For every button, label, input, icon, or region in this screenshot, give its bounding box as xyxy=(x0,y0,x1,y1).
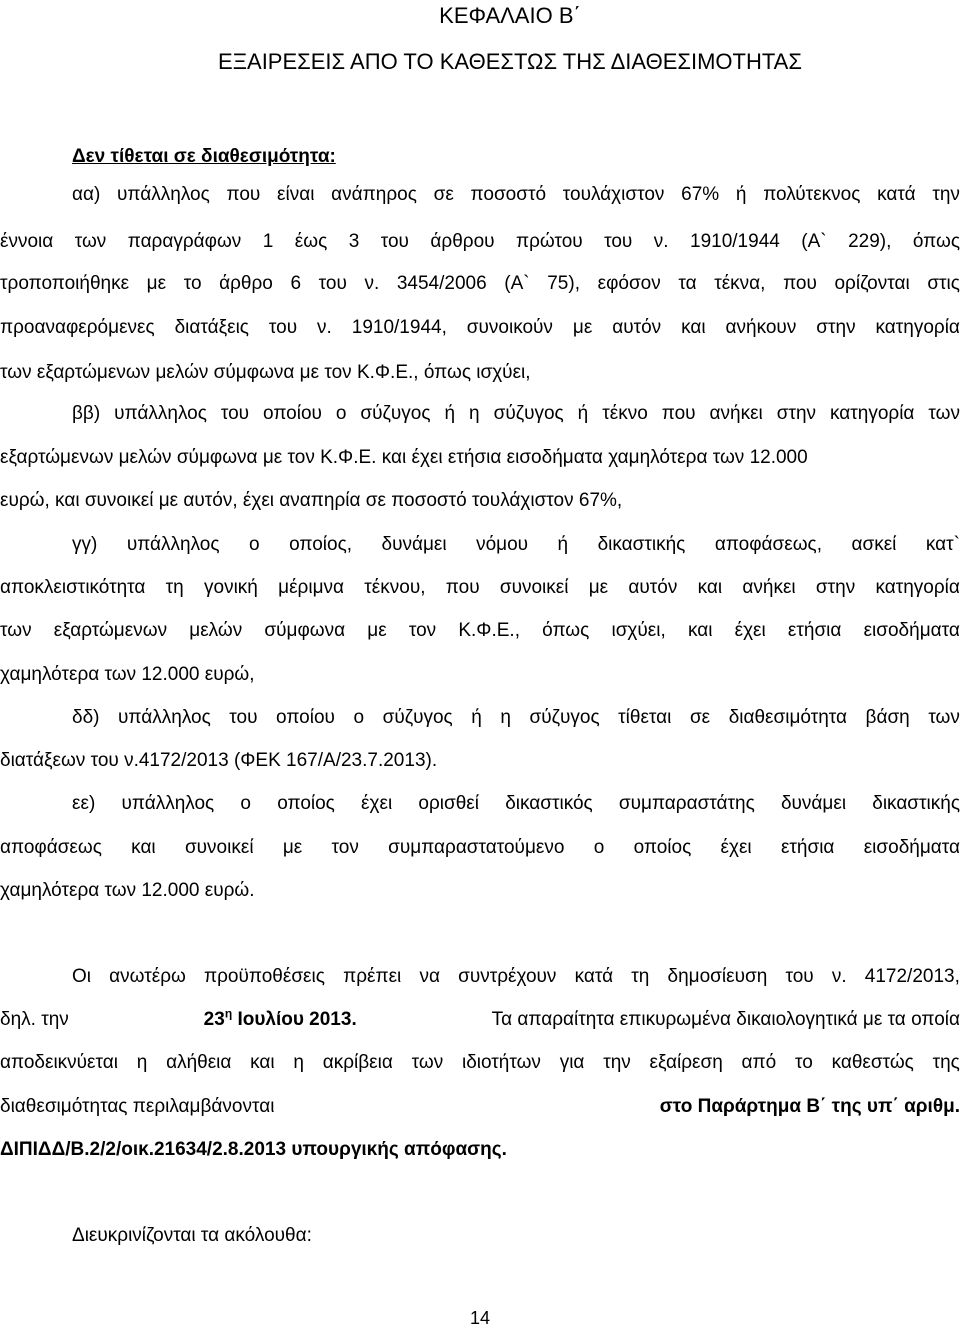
word: συμπαραστατούμενο xyxy=(388,837,565,858)
word: (Α` xyxy=(801,231,827,252)
word: ν. xyxy=(653,231,669,252)
word: δδ) xyxy=(72,707,100,728)
word: τέκνου, xyxy=(364,577,426,598)
word: με xyxy=(146,273,167,294)
word: που xyxy=(226,184,261,205)
word: έχει xyxy=(361,793,393,814)
word: ετήσια xyxy=(787,620,842,641)
word: τέκνο xyxy=(602,403,648,424)
word: ο xyxy=(249,534,260,555)
chapter-title: ΚΕΦΑΛΑΙΟ Β΄ xyxy=(439,3,581,28)
word: τουλάχιστον xyxy=(562,184,665,205)
word: Οι xyxy=(72,966,91,987)
word: υπάλληλος xyxy=(118,707,211,728)
word: η xyxy=(293,1052,304,1073)
word: ή xyxy=(471,707,482,728)
word: 229), xyxy=(848,231,892,252)
paragraph-line xyxy=(0,965,960,989)
paragraph-line xyxy=(0,576,960,600)
word: οποίος xyxy=(633,837,692,858)
word: σύζυγος xyxy=(529,707,600,728)
word: την xyxy=(932,184,960,205)
word: του xyxy=(380,231,409,252)
word: 1910/1944, xyxy=(351,317,447,338)
word: 67% xyxy=(681,184,720,205)
word: Κ.Φ.Ε., xyxy=(458,620,520,641)
word: ο xyxy=(335,403,347,424)
word: το xyxy=(794,1052,813,1073)
word: υπάλληλος xyxy=(114,403,207,424)
word: σύζυγος xyxy=(382,707,453,728)
date-sup: η xyxy=(224,1006,233,1021)
word: ανωτέρω xyxy=(109,966,186,987)
word: στην xyxy=(815,577,856,598)
word: καθεστώς xyxy=(831,1052,914,1073)
paragraph-line xyxy=(0,792,960,816)
word: να xyxy=(419,966,440,987)
word: τροποποιήθηκε xyxy=(0,273,130,294)
word: τη xyxy=(631,966,650,987)
word: εφόσον xyxy=(597,273,661,294)
word: όπως xyxy=(542,620,590,641)
word: σύζυγος xyxy=(493,403,564,424)
word: γγ) xyxy=(72,534,98,555)
word: η xyxy=(136,1052,148,1073)
word: συμπαραστάτης xyxy=(618,793,755,814)
word: του xyxy=(220,403,250,424)
paragraph-line: χαμηλότερα των 12.000 ευρώ, xyxy=(0,664,255,685)
word: σε xyxy=(433,184,454,205)
word: ν. xyxy=(317,317,332,338)
word: του xyxy=(229,707,258,728)
word: που xyxy=(661,403,696,424)
word: μελών xyxy=(189,620,243,641)
word: μέριμνα xyxy=(278,577,345,598)
word: με xyxy=(588,577,609,598)
text-fragment: δηλ. την xyxy=(0,1009,69,1030)
word: διατάξεις xyxy=(174,317,249,338)
paragraph-line: εξαρτώμενων μελών σύμφωνα με τον Κ.Φ.Ε. και έχει ετήσια εισοδήματα χαμηλότερα των 12.000 xyxy=(0,447,808,468)
word: στην xyxy=(776,403,817,424)
word: της xyxy=(932,1052,960,1073)
word: όπως xyxy=(912,231,960,252)
word: αλήθεια xyxy=(166,1052,232,1073)
word: συντρέχουν xyxy=(458,966,557,987)
decision-reference: ΔΙΠΙΔΔ/Β.2/2/οικ.21634/2.8.2013 υπουργικής απόφασης. xyxy=(0,1139,507,1160)
word: 1 xyxy=(262,231,274,252)
word: συνοικεί xyxy=(499,577,569,598)
paragraph-line: διατάξεων του ν.4172/2013 (ΦΕΚ 167/Α/23.7.2013). xyxy=(0,750,438,771)
paragraph-line xyxy=(0,316,960,340)
paragraph-line xyxy=(0,619,960,643)
word: προϋποθέσεις xyxy=(204,966,325,987)
paragraph-line: ευρώ, και συνοικεί με αυτόν, έχει αναπηρία σε ποσοστό τουλάχιστον 67%, xyxy=(0,490,623,511)
word: του xyxy=(318,273,347,294)
word: αποφάσεως xyxy=(0,837,102,858)
word: των xyxy=(928,403,960,424)
word: ορισθεί xyxy=(418,793,479,814)
word: πρέπει xyxy=(343,966,402,987)
word: για xyxy=(559,1052,585,1073)
word: των xyxy=(928,707,960,728)
word: παραγράφων xyxy=(127,231,242,252)
word: ο xyxy=(240,793,251,814)
word: άρθρο xyxy=(219,273,273,294)
word: συνοικούν xyxy=(466,317,553,338)
word: ετήσια xyxy=(780,837,835,858)
word: γονική xyxy=(204,577,258,598)
word: δημοσίευση xyxy=(667,966,768,987)
word: ή xyxy=(557,534,569,555)
word: και xyxy=(687,620,713,641)
annex-reference: στο Παράρτημα Β΄ της υπ΄ αριθμ. xyxy=(659,1096,960,1117)
word: ανήκει xyxy=(742,577,796,598)
chapter-subtitle: ΕΞΑΙΡΕΣΕΙΣ ΑΠΟ ΤΟ ΚΑΘΕΣΤΩΣ ΤΗΣ ΔΙΑΘΕΣΙΜΟΤΗΤΑΣ xyxy=(218,49,802,74)
word: αυτόν xyxy=(612,317,662,338)
word: βάση xyxy=(865,707,910,728)
word: του xyxy=(604,231,633,252)
word: αυτόν xyxy=(628,577,678,598)
word: του xyxy=(268,317,298,338)
clarifications-heading: Διευκρινίζονται τα ακόλουθα: xyxy=(72,1225,312,1246)
date-bold xyxy=(204,1008,357,1032)
word: ή xyxy=(444,403,456,424)
word: αα) xyxy=(72,184,101,205)
word: εισοδήματα xyxy=(863,620,960,641)
word: 3454/2006 xyxy=(396,273,487,294)
word: κατηγορία xyxy=(875,577,960,598)
word: ανήκει xyxy=(709,403,763,424)
word: 75), xyxy=(547,273,580,294)
word: ή xyxy=(577,403,589,424)
word: τη xyxy=(165,577,184,598)
page-number: 14 xyxy=(469,1308,491,1328)
word: δυνάμει xyxy=(381,534,447,555)
word: ασκεί xyxy=(851,534,897,555)
paragraph-line: χαμηλότερα των 12.000 ευρώ. xyxy=(0,880,255,901)
word: είναι xyxy=(277,184,315,205)
word: και xyxy=(131,837,156,858)
date-month: Ιουλίου 2013. xyxy=(237,1009,357,1030)
word: άρθρου xyxy=(430,231,495,252)
word: οποίος xyxy=(277,793,335,814)
word: νόμου xyxy=(476,534,529,555)
word: δικαστικής xyxy=(597,534,686,555)
word: ορίζονται xyxy=(834,273,910,294)
date-day: 23 xyxy=(203,1009,225,1030)
word: οποίου xyxy=(263,403,322,424)
word: αποφάσεως, xyxy=(714,534,822,555)
word: συνοικεί xyxy=(184,837,254,858)
text-fragment: διαθεσιμότητας περιλαμβάνονται xyxy=(0,1096,275,1117)
word: διαθεσιμότητα xyxy=(728,707,847,728)
word: 3 xyxy=(348,231,360,252)
word: έχει xyxy=(720,837,752,858)
paragraph-line xyxy=(0,272,960,296)
word: οποίου xyxy=(276,707,335,728)
word: κατά xyxy=(574,966,614,987)
word: ν. xyxy=(831,966,847,987)
word: εξαίρεση xyxy=(649,1052,723,1073)
paragraph-line xyxy=(0,1051,960,1075)
word: αποδεικνύεται xyxy=(0,1052,118,1073)
word: με xyxy=(572,317,593,338)
word: και xyxy=(681,317,706,338)
word: ακρίβεια xyxy=(322,1052,393,1073)
word: σύζυγος xyxy=(360,403,431,424)
word: ανήκουν xyxy=(725,317,797,338)
word: έννοια xyxy=(0,231,54,252)
word: ή xyxy=(735,184,747,205)
word: 1910/1944 xyxy=(690,231,780,252)
word: στις xyxy=(927,273,960,294)
word: 4172/2013, xyxy=(864,966,960,987)
word: ο xyxy=(353,707,365,728)
paragraph-line xyxy=(0,230,960,254)
word: ισχύει, xyxy=(611,620,666,641)
word: και xyxy=(697,577,723,598)
word: των xyxy=(411,1052,444,1073)
word: κατηγορία xyxy=(875,317,960,338)
word: σε xyxy=(689,707,711,728)
section-heading: Δεν τίθεται σε διαθεσιμότητα: xyxy=(72,146,336,167)
word: υπάλληλος xyxy=(126,534,220,555)
word: υπάλληλος xyxy=(117,184,210,205)
paragraph-line xyxy=(0,183,960,207)
paragraph-line: των εξαρτώμενων μελών σύμφωνα με τον Κ.Φ.Ε., όπως ισχύει, xyxy=(0,362,531,383)
word: έχει xyxy=(734,620,766,641)
word: πρώτου xyxy=(515,231,583,252)
text-fragment: Τα απαραίτητα επικυρωμένα δικαιολογητικά με τα οποία xyxy=(491,1009,960,1030)
word: των xyxy=(74,231,107,252)
word: του xyxy=(785,966,814,987)
word: ποσοστό xyxy=(470,184,547,205)
word: τα xyxy=(678,273,697,294)
word: δικαστικής xyxy=(872,793,960,814)
word: υπάλληλος xyxy=(121,793,215,814)
word: ανάπηρος xyxy=(331,184,417,205)
paragraph-line xyxy=(0,836,960,860)
paragraph-line xyxy=(0,402,960,426)
word: την xyxy=(603,1052,631,1073)
word: που xyxy=(783,273,817,294)
word: τίθεται xyxy=(618,707,672,728)
word: ββ) xyxy=(72,403,101,424)
paragraph-line xyxy=(0,533,960,557)
word: δυνάμει xyxy=(780,793,847,814)
word: με xyxy=(367,620,387,641)
word: κατηγορία xyxy=(830,403,915,424)
word: (Α` xyxy=(504,273,530,294)
word: ιδιοτήτων xyxy=(461,1052,541,1073)
word: σύμφωνα xyxy=(264,620,346,641)
word: κατά xyxy=(877,184,916,205)
word: οποίος, xyxy=(289,534,353,555)
word: από xyxy=(741,1052,777,1073)
paragraph-line xyxy=(0,1095,960,1119)
word: τον xyxy=(331,837,359,858)
word: 6 xyxy=(290,273,302,294)
word: το xyxy=(183,273,202,294)
word: των xyxy=(0,620,32,641)
word: που xyxy=(445,577,480,598)
word: τον xyxy=(408,620,437,641)
word: η xyxy=(469,403,480,424)
word: έως xyxy=(294,231,328,252)
word: δικαστικός xyxy=(505,793,593,814)
paragraph-line xyxy=(0,706,960,730)
word: με xyxy=(282,837,303,858)
paragraph-line xyxy=(0,1008,960,1032)
word: εισοδήματα xyxy=(863,837,960,858)
word: κατ` xyxy=(925,534,960,555)
word: στην xyxy=(816,317,856,338)
word: και xyxy=(250,1052,275,1073)
word: τέκνα, xyxy=(714,273,766,294)
word: πολύτεκνος xyxy=(763,184,861,205)
word: εε) xyxy=(72,793,96,814)
word: ο xyxy=(593,837,605,858)
word: ν. xyxy=(364,273,380,294)
word: η xyxy=(500,707,511,728)
word: αποκλειστικότητα xyxy=(0,577,146,598)
word: εξαρτώμενων xyxy=(53,620,168,641)
word: προαναφερόμενες xyxy=(0,317,155,338)
